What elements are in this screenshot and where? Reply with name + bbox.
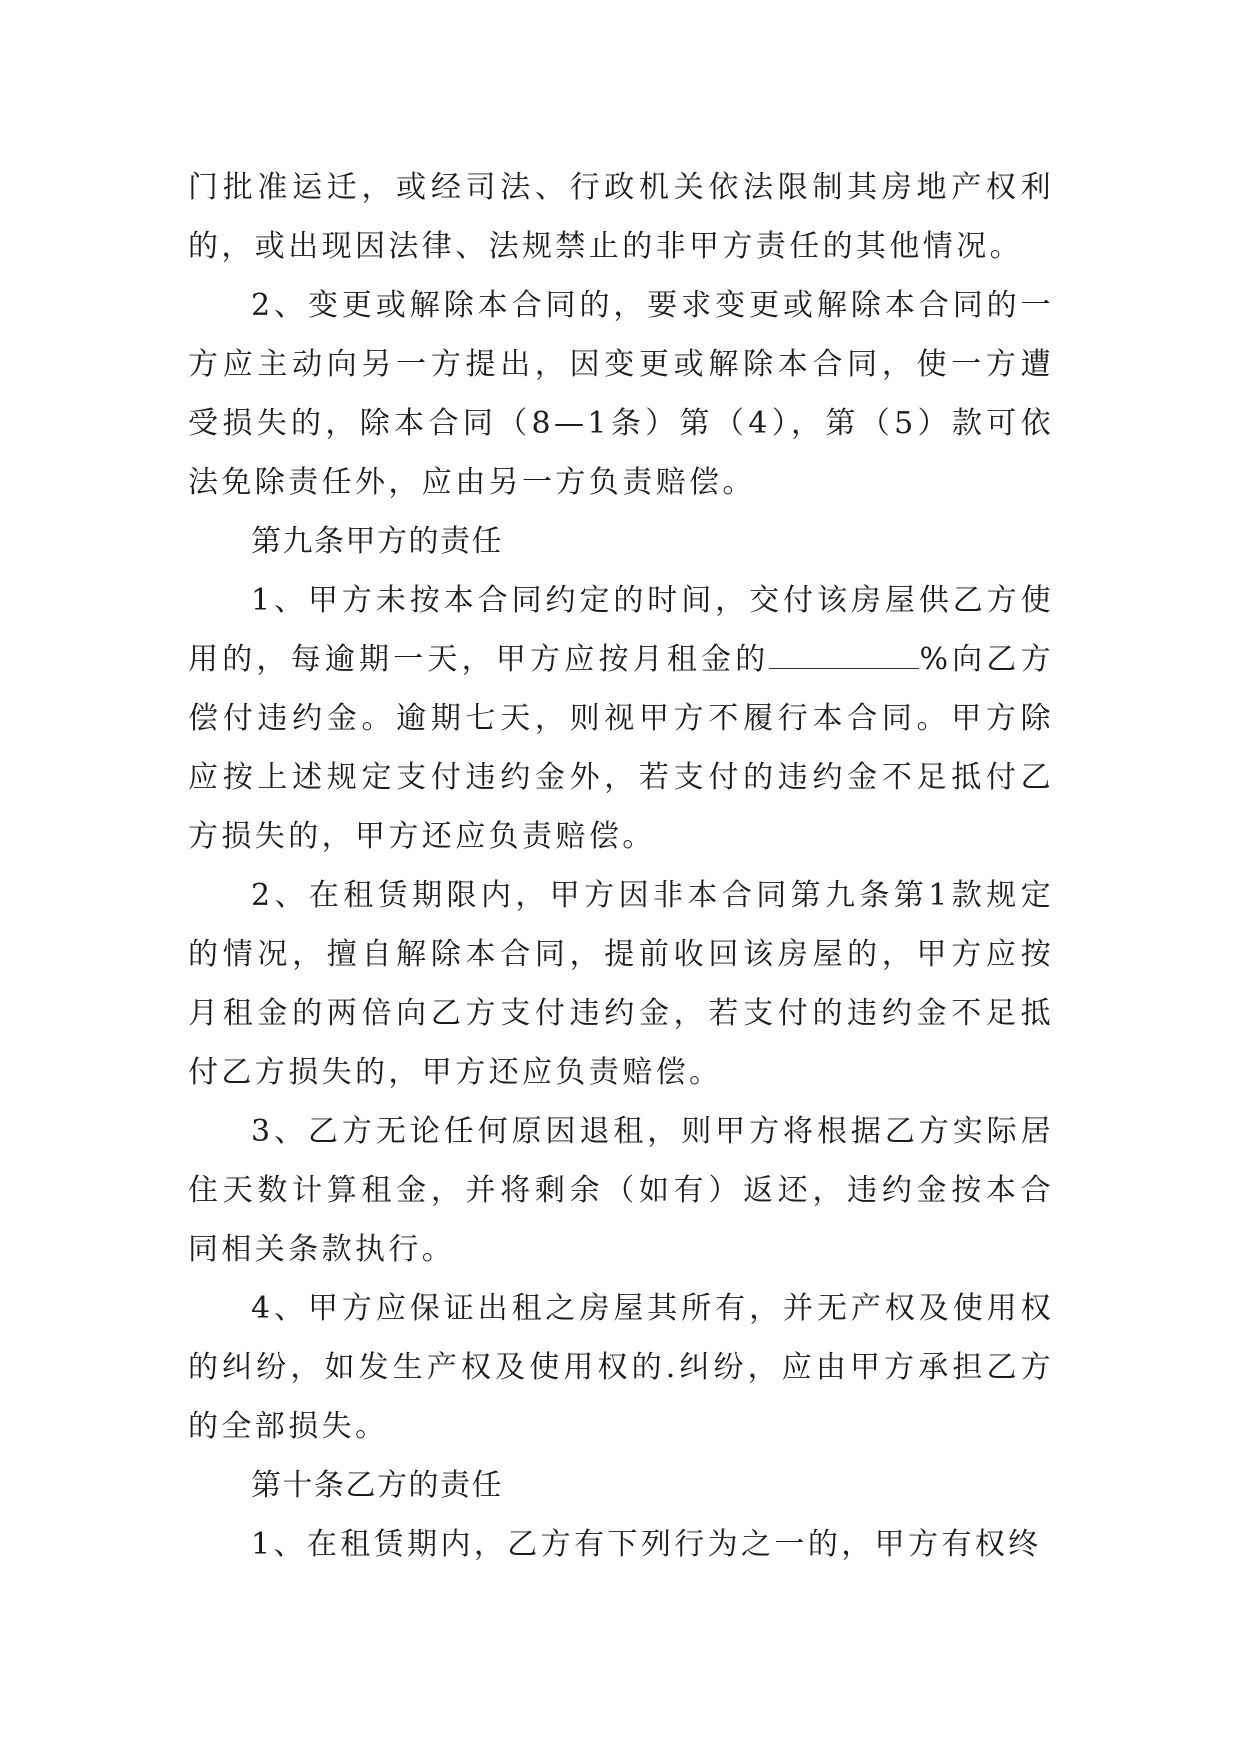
paragraph-clause-9-4: 4、甲方应保证出租之房屋其所有，并无产权及使用权的纠纷，如发生产权及使用权的.纠纷，应由甲方承担乙方的全部损失。 xyxy=(188,1291,1054,1444)
paragraph-continuation: 门批准运迁，或经司法、行政机关依法限制其房地产权利的，或出现因法律、法规禁止的非甲方责任的其他情况。 xyxy=(188,170,1054,264)
document-body xyxy=(188,158,1054,1574)
paragraph-clause-9-3: 3、乙方无论任何原因退租，则甲方将根据乙方实际居住天数计算租金，并将剩余（如有）返还，违约金按本合同相关条款执行。 xyxy=(188,1114,1054,1267)
clause-9-1-text-before: 1、甲方未按本合同约定的时间，交付该房屋供乙方使用的，每逾期一天，甲方应按月租金的 xyxy=(188,583,1054,677)
paragraph-clause-9-2: 2、在租赁期限内，甲方因非本合同第九条第1款规定的情况，擅自解除本合同，提前收回该房屋的，甲方应按月租金的两倍向乙方支付违约金，若支付的违约金不足抵付乙方损失的，甲方还应负责赔偿。 xyxy=(188,878,1054,1090)
paragraph-clause-8-2: 2、变更或解除本合同的，要求变更或解除本合同的一方应主动向另一方提出，因变更或解除本合同，使一方遭受损失的，除本合同（8—1条）第（4），第（5）款可依法免除责任外，应由另一方负责赔偿。 xyxy=(188,288,1054,500)
paragraph-clause-10-1: 1、在租赁期内，乙方有下列行为之一的，甲方有权终 xyxy=(251,1527,1042,1562)
paragraph-clause-9-1 xyxy=(188,571,1054,866)
article-10-heading: 第十条乙方的责任 xyxy=(251,1468,503,1503)
fill-in-blank xyxy=(769,644,919,669)
article-9-heading: 第九条甲方的责任 xyxy=(251,524,503,559)
clause-9-1-text-after: %向乙方偿付违约金。逾期七天，则视甲方不履行本合同。甲方除应按上述规定支付违约金外，若支付的违约金不足抵付乙方损失的，甲方还应负责赔偿。 xyxy=(188,642,1054,854)
